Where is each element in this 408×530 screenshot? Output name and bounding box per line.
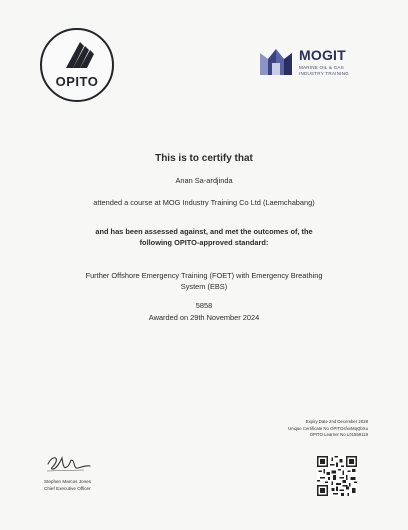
mogit-mark-icon [258,45,294,79]
qr-code-icon [317,456,357,496]
opito-stripes-icon [56,38,100,72]
signatory-name: Stephen Marcos Jones [44,479,91,484]
signatory-title: Chief Executive Officer [44,485,91,491]
signature-icon [44,452,94,474]
mogit-subtitle-line2: INDUSTRY TRAINING [299,70,349,76]
mogit-subtitle [299,65,379,76]
recipient-name: Anan Sa-ardjinda [175,176,233,185]
award-date: Awarded on 29th November 2024 [148,313,260,322]
signatory [44,479,91,492]
assessed-statement: and has been assessed against, and met the outcomes of, the following OPITO-approved standard: [95,227,313,247]
mogit-title: MOGIT [299,47,346,63]
opito-wordmark: OPITO [55,74,99,89]
certificate-number: Unique Certificate No OPITOsfxxMqQbXu [288,425,368,431]
expiry-date: Expiry Date 2nd December 2028 [305,419,368,424]
mogit-logo [258,45,388,79]
mogit-subtitle-line1: MARINE OIL & GAS [299,65,344,70]
course-code: 5858 [195,301,213,310]
course-title: Further Offshore Emergency Training (FOET) with Emergency Breathing System (EBS) [85,271,323,291]
certificate-meta [288,419,368,439]
opito-logo [40,28,114,102]
certificate-heading: This is to certify that [155,153,253,164]
learner-number: OPITO Learner No L01559119 [309,432,368,437]
attended-statement: attended a course at MOG Industry Training Co Ltd (Laemchabang) [93,198,315,207]
